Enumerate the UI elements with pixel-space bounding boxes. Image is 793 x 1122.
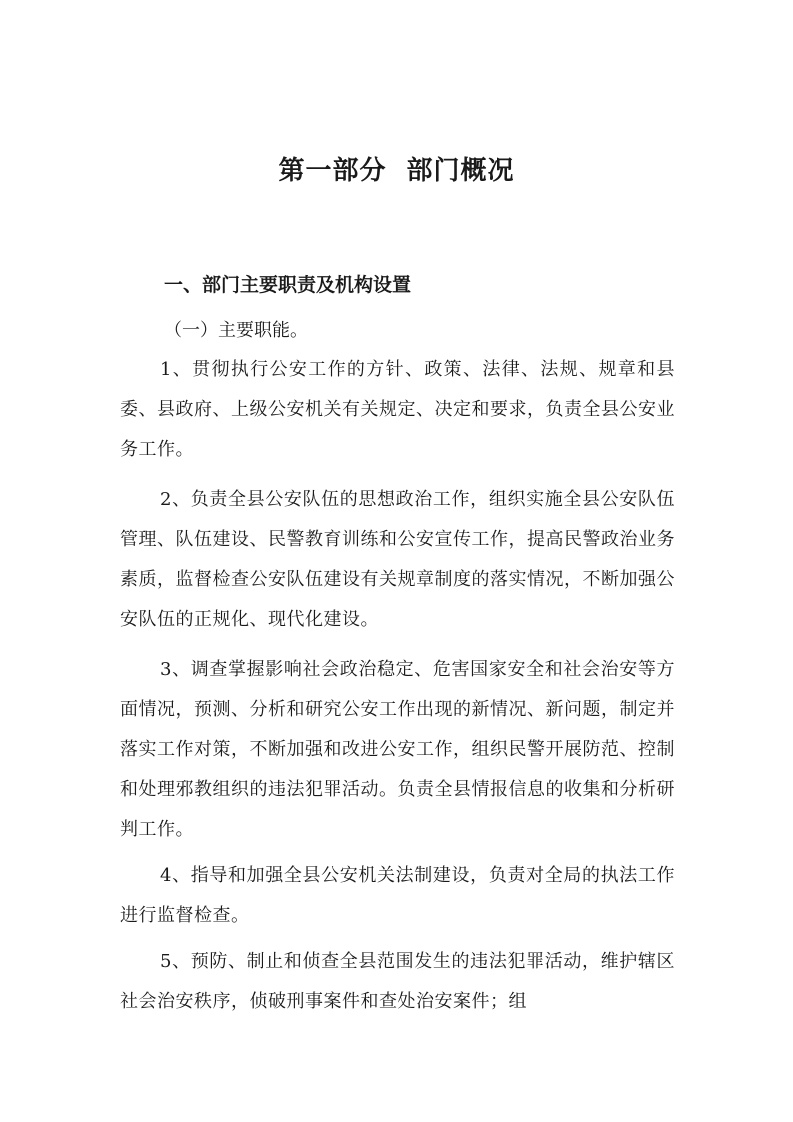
paragraph-4: 4、指导和加强全县公安机关法制建设，负责对全局的执法工作进行监督检查。 [120,865,675,926]
paragraph-3: 3、调查掌握影响社会政治稳定、危害国家安全和社会治安等方面情况，预测、分析和研究公安工作出现的新情况、新问题，制定并落实工作对策，不断加强和改进公安工作，组织民警开展防范、控制和处理邪教组织的违法犯罪活动。负责全县情报信息的收集和分析研判工作。 [120,659,675,840]
paragraph-5: 5、预防、制止和侦查全县范围发生的违法犯罪活动，维护辖区社会治安秩序，侦破刑事案件和查处治安案件；组 [120,951,675,1012]
paragraph-1: 1、贯彻执行公安工作的方针、政策、法律、法规、规章和县委、县政府、上级公安机关有关规定、决定和要求，负责全县公安业务工作。 [120,359,675,460]
document-title: 第一部分 部门概况 [278,156,515,186]
section-heading: 一、部门主要职责及机构设置 [164,274,412,296]
paragraph-2: 2、负责全县公安队伍的思想政治工作，组织实施全县公安队伍管理、队伍建设、民警教育训练和公安宣传工作，提高民警政治业务素质，监督检查公安队伍建设有关规章制度的落实情况，不断加强公安队伍的正规化、现代化建设。 [120,489,675,630]
subsection-heading: （一）主要职能。 [164,320,308,341]
